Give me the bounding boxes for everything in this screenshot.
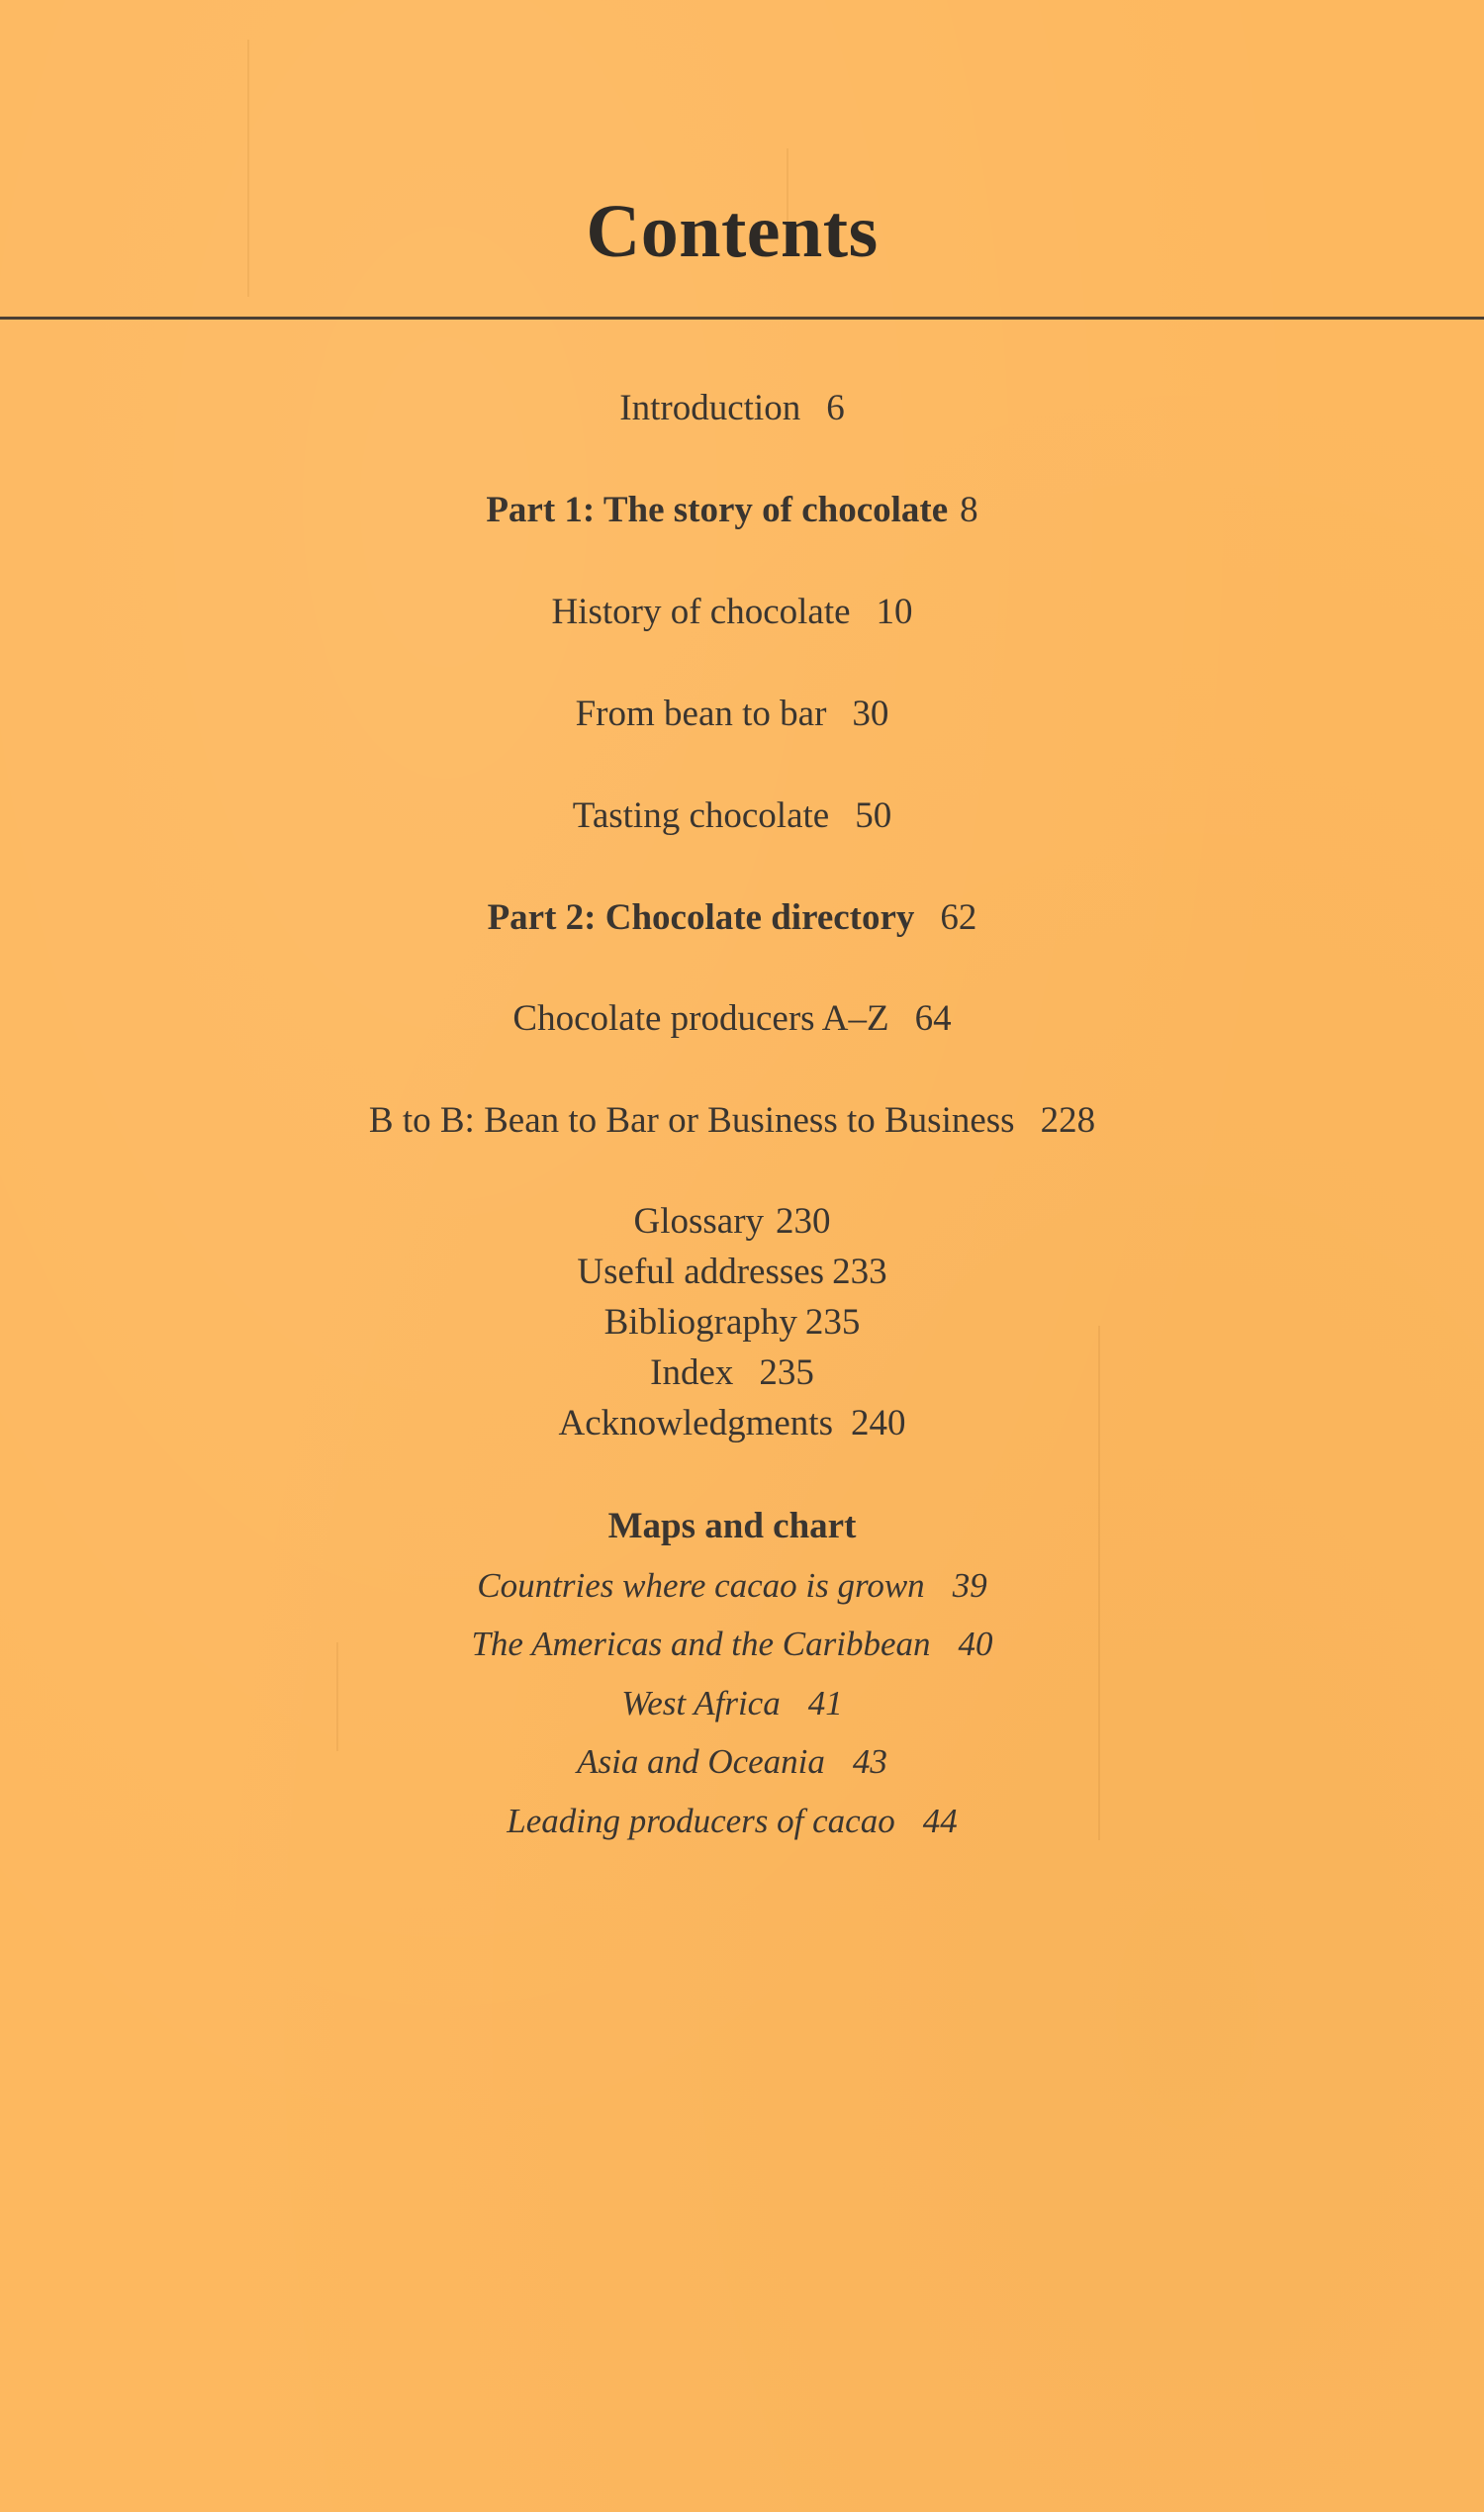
map-entry-west-africa[interactable] — [0, 1683, 1464, 1724]
toc-entry-page: 233 — [832, 1252, 887, 1292]
toc-entry-b-to-b[interactable] — [0, 1099, 1464, 1143]
toc-entry-page: 235 — [804, 1302, 861, 1343]
toc-entry-page: 230 — [776, 1201, 831, 1242]
toc-entry-acknowledgments[interactable] — [0, 1402, 1464, 1445]
toc-entry-label: Acknowledgments — [558, 1403, 833, 1443]
map-entry-asia-oceania[interactable] — [0, 1741, 1464, 1783]
map-entry-leading-producers[interactable] — [0, 1801, 1464, 1842]
map-entry-label: West Africa — [621, 1684, 781, 1722]
toc-entry-label: Tasting chocolate — [572, 795, 830, 836]
toc-entry-page: 30 — [852, 694, 889, 734]
toc-entry-label: Useful addresses — [577, 1252, 825, 1292]
map-entry-page: 39 — [952, 1566, 987, 1605]
map-entry-label: The Americas and the Caribbean — [471, 1625, 931, 1663]
toc-entry-part-2[interactable] — [0, 896, 1464, 940]
toc-entry-part-1[interactable] — [0, 489, 1464, 532]
toc-entry-label: Introduction — [619, 388, 801, 428]
toc-entry-label: From bean to bar — [575, 694, 827, 734]
toc-entry-page: 228 — [1040, 1100, 1096, 1141]
map-entry-americas[interactable] — [0, 1624, 1464, 1665]
toc-entry-useful-addresses[interactable] — [0, 1251, 1464, 1294]
maps-heading: Maps and chart — [607, 1506, 857, 1546]
toc-entry-page: 6 — [826, 388, 845, 428]
toc-entry-bean-to-bar[interactable] — [0, 693, 1464, 736]
map-entry-countries[interactable] — [0, 1565, 1464, 1607]
toc-entry-index[interactable] — [0, 1351, 1464, 1395]
toc-entry-history[interactable] — [0, 591, 1464, 634]
toc-entry-label: Part 1: The story of chocolate — [486, 490, 949, 530]
toc-entry-producers[interactable] — [0, 997, 1464, 1041]
map-entry-page: 41 — [807, 1684, 843, 1722]
toc-entry-label: B to B: Bean to Bar or Business to Business — [368, 1100, 1015, 1141]
toc-entry-label: Part 2: Chocolate directory — [487, 897, 915, 938]
toc-entry-tasting[interactable] — [0, 794, 1464, 838]
toc-entry-label: History of chocolate — [551, 592, 851, 632]
toc-entry-page: 62 — [940, 897, 977, 938]
map-entry-label: Leading producers of cacao — [507, 1802, 895, 1840]
toc-entry-label: Bibliography — [603, 1302, 797, 1343]
map-entry-label: Countries where cacao is grown — [477, 1566, 925, 1605]
toc-entry-page: 240 — [850, 1403, 906, 1443]
toc-entry-label: Chocolate producers A–Z — [512, 998, 889, 1039]
toc-entry-page: 50 — [855, 795, 892, 836]
toc-entry-bibliography[interactable] — [0, 1301, 1464, 1345]
map-entry-page: 40 — [958, 1625, 993, 1663]
toc-entry-label: Glossary — [633, 1201, 765, 1242]
toc-entry-page: 235 — [759, 1352, 814, 1393]
toc-entry-glossary[interactable] — [0, 1200, 1464, 1244]
map-entry-page: 43 — [852, 1742, 887, 1781]
map-entry-label: Asia and Oceania — [577, 1742, 825, 1781]
title-divider — [0, 317, 1484, 320]
toc-entry-page: 10 — [876, 592, 913, 632]
toc-entry-page: 64 — [914, 998, 952, 1039]
toc-entry-introduction[interactable] — [0, 387, 1464, 430]
map-entry-page: 44 — [922, 1802, 958, 1840]
toc-entry-label: Index — [650, 1352, 734, 1393]
page-title: Contents — [586, 190, 879, 273]
toc-entry-page: 8 — [960, 490, 978, 530]
